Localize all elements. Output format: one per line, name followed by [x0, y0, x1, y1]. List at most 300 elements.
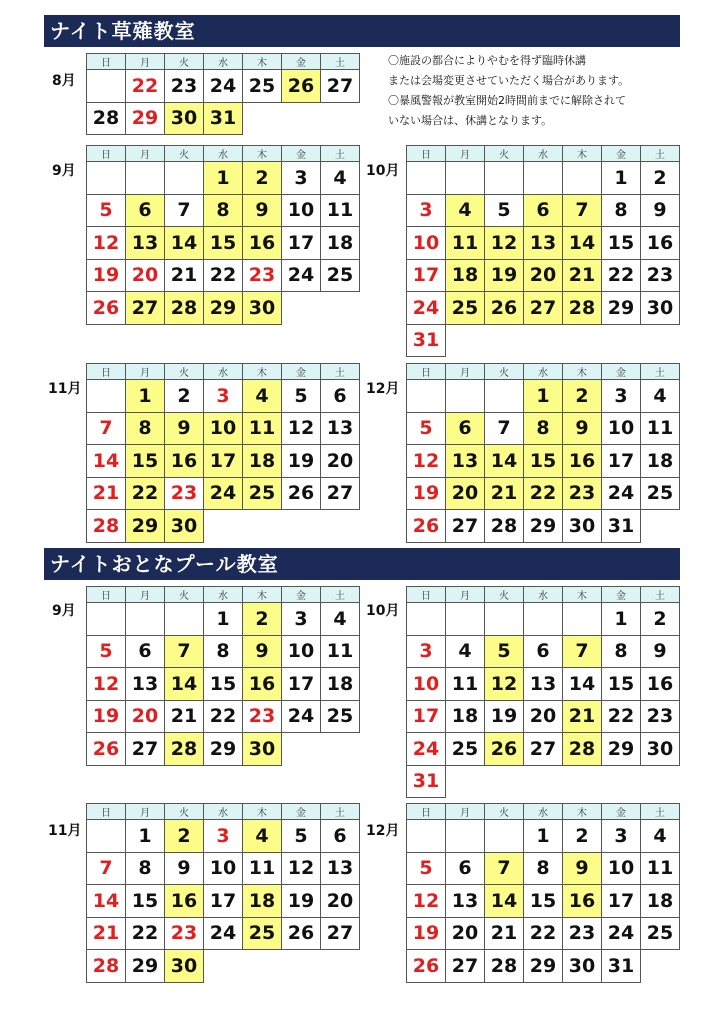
weekday-header: 日	[407, 587, 446, 603]
week-row	[87, 917, 360, 950]
weekday-header-row	[87, 364, 360, 380]
day-cell: 12	[87, 227, 126, 260]
day-cell: 7	[87, 852, 126, 885]
day-cell: 31	[602, 950, 641, 983]
day-cell: 14	[165, 227, 204, 260]
weekday-header: 金	[282, 804, 321, 820]
week-row	[407, 733, 680, 766]
week-row	[407, 700, 680, 733]
day-cell: 28	[87, 102, 126, 135]
week-row	[407, 380, 680, 413]
weekday-header: 日	[87, 54, 126, 70]
day-cell: 19	[282, 445, 321, 478]
day-cell: 10	[407, 668, 446, 701]
blank-day-cell	[563, 603, 602, 636]
week-row	[407, 885, 680, 918]
empty-cell	[321, 292, 360, 325]
week-row	[407, 603, 680, 636]
weekday-header: 月	[446, 364, 485, 380]
day-cell: 9	[563, 852, 602, 885]
day-cell: 30	[243, 292, 282, 325]
day-cell: 15	[126, 885, 165, 918]
blank-day-cell	[485, 380, 524, 413]
day-cell: 28	[485, 950, 524, 983]
day-cell: 6	[126, 635, 165, 668]
blank-day-cell	[446, 162, 485, 195]
day-cell: 13	[321, 852, 360, 885]
empty-cell	[321, 733, 360, 766]
week-row	[87, 292, 360, 325]
empty-cell	[282, 950, 321, 983]
day-cell: 27	[524, 733, 563, 766]
day-cell: 8	[602, 194, 641, 227]
weekday-header: 金	[282, 364, 321, 380]
day-cell: 10	[602, 412, 641, 445]
day-cell: 24	[282, 259, 321, 292]
blank-day-cell	[485, 820, 524, 853]
day-cell: 29	[524, 510, 563, 543]
day-cell: 13	[321, 412, 360, 445]
day-cell: 12	[282, 852, 321, 885]
weekday-header: 木	[243, 146, 282, 162]
week-row	[407, 259, 680, 292]
weekday-header: 日	[87, 804, 126, 820]
day-cell: 20	[446, 917, 485, 950]
day-cell: 23	[243, 700, 282, 733]
weekday-header: 日	[87, 146, 126, 162]
week-row	[87, 950, 360, 983]
day-cell: 7	[485, 852, 524, 885]
day-cell: 17	[282, 227, 321, 260]
day-cell: 7	[165, 194, 204, 227]
day-cell: 29	[126, 102, 165, 135]
day-cell: 29	[524, 950, 563, 983]
day-cell: 4	[641, 820, 680, 853]
day-cell: 11	[321, 635, 360, 668]
blank-day-cell	[87, 70, 126, 103]
week-row	[87, 259, 360, 292]
week-row	[407, 194, 680, 227]
day-cell: 11	[446, 227, 485, 260]
day-cell: 10	[602, 852, 641, 885]
month-label: 10月	[366, 603, 400, 619]
week-row	[87, 445, 360, 478]
day-cell: 15	[204, 668, 243, 701]
weekday-header: 金	[282, 146, 321, 162]
weekday-header: 土	[641, 587, 680, 603]
week-row	[407, 950, 680, 983]
week-row	[87, 510, 360, 543]
day-cell: 11	[321, 194, 360, 227]
day-cell: 26	[485, 733, 524, 766]
day-cell: 18	[243, 445, 282, 478]
weekday-header: 火	[485, 587, 524, 603]
empty-cell	[204, 510, 243, 543]
day-cell: 27	[321, 70, 360, 103]
day-cell: 25	[243, 917, 282, 950]
day-cell: 9	[165, 412, 204, 445]
week-row	[407, 412, 680, 445]
month-label: 9月	[52, 163, 76, 179]
blank-day-cell	[485, 162, 524, 195]
day-cell: 7	[87, 412, 126, 445]
day-cell: 31	[204, 102, 243, 135]
day-cell: 2	[563, 820, 602, 853]
day-cell: 13	[446, 445, 485, 478]
day-cell: 19	[407, 917, 446, 950]
day-cell: 3	[407, 194, 446, 227]
day-cell: 23	[165, 70, 204, 103]
day-cell: 22	[524, 477, 563, 510]
empty-cell	[282, 292, 321, 325]
day-cell: 25	[243, 70, 282, 103]
section-title-pool: ナイトおとなプール教室	[44, 548, 680, 580]
empty-cell	[204, 950, 243, 983]
day-cell: 19	[87, 259, 126, 292]
week-row	[87, 820, 360, 853]
calendar-p-nov	[86, 803, 360, 983]
day-cell: 18	[446, 700, 485, 733]
day-cell: 12	[87, 668, 126, 701]
empty-cell	[243, 510, 282, 543]
blank-day-cell	[165, 162, 204, 195]
weekday-header-row	[407, 587, 680, 603]
day-cell: 12	[485, 227, 524, 260]
day-cell: 6	[126, 194, 165, 227]
day-cell: 25	[641, 917, 680, 950]
empty-cell	[524, 765, 563, 798]
week-row	[407, 820, 680, 853]
empty-cell	[602, 765, 641, 798]
empty-cell	[243, 950, 282, 983]
day-cell: 2	[563, 380, 602, 413]
day-cell: 22	[602, 700, 641, 733]
calendar-k-aug	[86, 53, 360, 135]
day-cell: 23	[563, 477, 602, 510]
week-row	[407, 445, 680, 478]
day-cell: 9	[243, 194, 282, 227]
day-cell: 8	[126, 852, 165, 885]
blank-day-cell	[165, 603, 204, 636]
day-cell: 10	[282, 635, 321, 668]
weekday-header-row	[407, 364, 680, 380]
day-cell: 17	[407, 700, 446, 733]
calendar-k-nov	[86, 363, 360, 543]
day-cell: 5	[407, 412, 446, 445]
day-cell: 20	[321, 445, 360, 478]
day-cell: 21	[165, 700, 204, 733]
day-cell: 29	[602, 733, 641, 766]
weekday-header: 月	[446, 146, 485, 162]
day-cell: 4	[446, 635, 485, 668]
week-row	[87, 852, 360, 885]
notice-line: いない場合は、休講となります。	[388, 114, 553, 127]
day-cell: 4	[641, 380, 680, 413]
day-cell: 26	[282, 917, 321, 950]
day-cell: 24	[204, 917, 243, 950]
week-row	[87, 102, 360, 135]
weekday-header: 火	[165, 364, 204, 380]
day-cell: 26	[87, 292, 126, 325]
day-cell: 14	[87, 885, 126, 918]
weekday-header: 土	[641, 146, 680, 162]
day-cell: 21	[87, 917, 126, 950]
day-cell: 9	[243, 635, 282, 668]
day-cell: 7	[485, 412, 524, 445]
empty-cell	[446, 765, 485, 798]
day-cell: 6	[524, 635, 563, 668]
day-cell: 21	[485, 917, 524, 950]
week-row	[87, 162, 360, 195]
day-cell: 6	[321, 380, 360, 413]
day-cell: 14	[165, 668, 204, 701]
weekday-header: 水	[204, 146, 243, 162]
blank-day-cell	[87, 603, 126, 636]
blank-day-cell	[407, 603, 446, 636]
week-row	[87, 380, 360, 413]
weekday-header: 木	[243, 587, 282, 603]
day-cell: 3	[204, 820, 243, 853]
day-cell: 2	[641, 162, 680, 195]
weekday-header: 土	[321, 54, 360, 70]
weekday-header: 土	[321, 804, 360, 820]
day-cell: 19	[87, 700, 126, 733]
weekday-header: 火	[485, 364, 524, 380]
day-cell: 22	[126, 477, 165, 510]
weekday-header: 火	[165, 587, 204, 603]
weekday-header: 火	[165, 146, 204, 162]
week-row	[87, 635, 360, 668]
day-cell: 4	[243, 820, 282, 853]
day-cell: 12	[485, 668, 524, 701]
week-row	[87, 668, 360, 701]
week-row	[407, 510, 680, 543]
day-cell: 5	[87, 194, 126, 227]
day-cell: 22	[126, 70, 165, 103]
week-row	[407, 162, 680, 195]
day-cell: 2	[641, 603, 680, 636]
day-cell: 1	[602, 162, 641, 195]
day-cell: 27	[446, 510, 485, 543]
day-cell: 12	[407, 445, 446, 478]
week-row	[407, 292, 680, 325]
week-row	[87, 412, 360, 445]
weekday-header: 月	[126, 364, 165, 380]
day-cell: 4	[243, 380, 282, 413]
day-cell: 25	[446, 292, 485, 325]
day-cell: 20	[524, 259, 563, 292]
day-cell: 9	[641, 194, 680, 227]
blank-day-cell	[87, 820, 126, 853]
day-cell: 30	[243, 733, 282, 766]
day-cell: 17	[204, 445, 243, 478]
day-cell: 19	[282, 885, 321, 918]
day-cell: 8	[524, 852, 563, 885]
blank-day-cell	[446, 820, 485, 853]
day-cell: 22	[204, 700, 243, 733]
calendar-p-oct	[406, 586, 680, 798]
day-cell: 24	[407, 733, 446, 766]
week-row	[407, 324, 680, 357]
day-cell: 16	[641, 668, 680, 701]
day-cell: 28	[165, 292, 204, 325]
day-cell: 15	[524, 885, 563, 918]
day-cell: 4	[446, 194, 485, 227]
weekday-header: 水	[204, 587, 243, 603]
calendar-p-dec	[406, 803, 680, 983]
day-cell: 3	[282, 603, 321, 636]
day-cell: 16	[243, 227, 282, 260]
empty-cell	[243, 102, 282, 135]
day-cell: 5	[485, 194, 524, 227]
day-cell: 26	[282, 477, 321, 510]
blank-day-cell	[563, 162, 602, 195]
weekday-header: 日	[87, 587, 126, 603]
calendar-k-oct	[406, 145, 680, 357]
weekday-header: 金	[602, 587, 641, 603]
empty-cell	[641, 324, 680, 357]
weekday-header: 金	[282, 54, 321, 70]
day-cell: 26	[282, 70, 321, 103]
day-cell: 16	[641, 227, 680, 260]
day-cell: 5	[485, 635, 524, 668]
day-cell: 25	[321, 259, 360, 292]
empty-cell	[485, 324, 524, 357]
blank-day-cell	[524, 603, 563, 636]
blank-day-cell	[87, 380, 126, 413]
day-cell: 22	[126, 917, 165, 950]
day-cell: 21	[563, 259, 602, 292]
day-cell: 18	[641, 885, 680, 918]
day-cell: 2	[243, 603, 282, 636]
day-cell: 15	[602, 668, 641, 701]
day-cell: 26	[87, 733, 126, 766]
day-cell: 9	[563, 412, 602, 445]
day-cell: 20	[446, 477, 485, 510]
notice-line: または会場変更させていただく場合があります。	[388, 74, 630, 87]
day-cell: 28	[165, 733, 204, 766]
day-cell: 23	[641, 259, 680, 292]
calendar-p-sep	[86, 586, 360, 766]
day-cell: 27	[126, 292, 165, 325]
day-cell: 30	[563, 510, 602, 543]
day-cell: 8	[602, 635, 641, 668]
blank-day-cell	[446, 603, 485, 636]
day-cell: 3	[602, 820, 641, 853]
month-label: 12月	[366, 381, 400, 397]
weekday-header: 日	[407, 146, 446, 162]
day-cell: 24	[602, 477, 641, 510]
day-cell: 11	[243, 412, 282, 445]
blank-day-cell	[407, 162, 446, 195]
week-row	[407, 765, 680, 798]
day-cell: 9	[641, 635, 680, 668]
day-cell: 11	[641, 852, 680, 885]
weekday-header: 木	[243, 364, 282, 380]
day-cell: 30	[165, 102, 204, 135]
month-label: 10月	[366, 163, 400, 179]
day-cell: 25	[321, 700, 360, 733]
day-cell: 13	[446, 885, 485, 918]
empty-cell	[641, 765, 680, 798]
day-cell: 1	[524, 820, 563, 853]
day-cell: 5	[282, 820, 321, 853]
day-cell: 29	[602, 292, 641, 325]
weekday-header: 水	[204, 54, 243, 70]
day-cell: 27	[446, 950, 485, 983]
day-cell: 20	[126, 259, 165, 292]
day-cell: 14	[485, 445, 524, 478]
weekday-header: 日	[87, 364, 126, 380]
day-cell: 1	[204, 603, 243, 636]
day-cell: 1	[602, 603, 641, 636]
day-cell: 28	[87, 510, 126, 543]
weekday-header: 金	[602, 146, 641, 162]
day-cell: 4	[321, 603, 360, 636]
week-row	[407, 668, 680, 701]
day-cell: 2	[165, 820, 204, 853]
weekday-header: 木	[563, 146, 602, 162]
day-cell: 7	[563, 194, 602, 227]
day-cell: 23	[165, 917, 204, 950]
day-cell: 24	[204, 70, 243, 103]
weekday-header: 月	[446, 804, 485, 820]
day-cell: 30	[563, 950, 602, 983]
month-label: 8月	[52, 73, 76, 89]
day-cell: 8	[126, 412, 165, 445]
weekday-header: 木	[243, 54, 282, 70]
empty-cell	[321, 102, 360, 135]
day-cell: 17	[282, 668, 321, 701]
day-cell: 23	[641, 700, 680, 733]
day-cell: 15	[602, 227, 641, 260]
day-cell: 3	[407, 635, 446, 668]
week-row	[407, 477, 680, 510]
day-cell: 16	[165, 445, 204, 478]
day-cell: 18	[446, 259, 485, 292]
day-cell: 2	[165, 380, 204, 413]
empty-cell	[524, 324, 563, 357]
weekday-header-row	[407, 146, 680, 162]
day-cell: 15	[204, 227, 243, 260]
day-cell: 1	[524, 380, 563, 413]
day-cell: 13	[126, 668, 165, 701]
empty-cell	[282, 510, 321, 543]
day-cell: 8	[204, 194, 243, 227]
day-cell: 16	[563, 445, 602, 478]
day-cell: 10	[204, 852, 243, 885]
calendar-k-sep	[86, 145, 360, 325]
weekday-header: 金	[282, 587, 321, 603]
blank-day-cell	[524, 162, 563, 195]
day-cell: 16	[165, 885, 204, 918]
weekday-header: 火	[485, 804, 524, 820]
day-cell: 29	[204, 733, 243, 766]
weekday-header: 木	[563, 804, 602, 820]
day-cell: 30	[641, 292, 680, 325]
weekday-header: 火	[165, 54, 204, 70]
day-cell: 1	[126, 380, 165, 413]
blank-day-cell	[446, 380, 485, 413]
weekday-header-row	[87, 146, 360, 162]
empty-cell	[602, 324, 641, 357]
week-row	[87, 885, 360, 918]
blank-day-cell	[407, 820, 446, 853]
day-cell: 22	[602, 259, 641, 292]
empty-cell	[282, 102, 321, 135]
day-cell: 14	[485, 885, 524, 918]
day-cell: 28	[87, 950, 126, 983]
